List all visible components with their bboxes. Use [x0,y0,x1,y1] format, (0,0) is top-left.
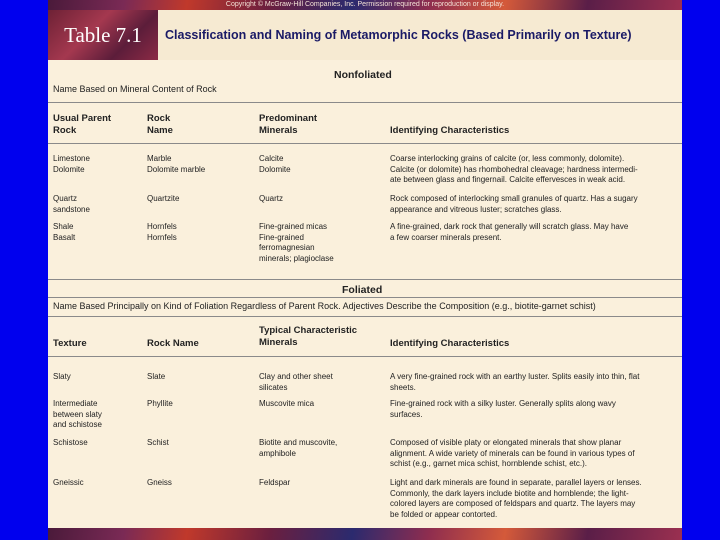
cell-texture: Slaty [53,372,71,381]
nonfoliated-subtitle: Name Based on Mineral Content of Rock [53,84,217,94]
divider [48,143,682,144]
header-identifying-characteristics: Identifying Characteristics [390,125,510,136]
cell-characteristics: Rock composed of interlocking small granules of quartz. Has a sugary appearance and vitreous luster; scratches glass. [390,194,638,214]
cell-parent: Quartz sandstone [53,194,90,214]
table-title: Classification and Naming of Metamorphic Rocks (Based Primarily on Texture) [165,28,632,42]
cell-characteristics: Composed of visible platy or elongated minerals that show planar alignment. A wide variety of minerals can be found in various types of schist (e.g., garnet mica schist, hornblende schist, etc.). [390,438,635,468]
cell-characteristics: Coarse interlocking grains of calcite (or, less commonly, dolomite). Calcite (or dolomite) has rhombohedral cleavage; hardness intermedi- ate between glass and fingernail. Calcite effervesces in weak acid. [390,154,638,184]
header-rock-name: Rock Name [147,113,173,136]
header-typical-minerals: Typical Characteristic Minerals [259,325,358,348]
cell-rock: Quartzite [147,194,180,203]
header-texture: Texture [53,338,87,349]
divider [48,356,682,357]
cell-minerals: Clay and other sheet silicates [259,372,333,392]
table-title-bar [48,10,682,60]
foliated-subtitle: Name Based Principally on Kind of Foliation Regardless of Parent Rock. Adjectives Describe the Composition (e.g., biotite-garnet schist) [53,301,596,311]
cell-minerals: Calcite Dolomite [259,154,291,174]
cell-rock: Schist [147,438,169,447]
cell-rock: Hornfels Hornfels [147,222,177,242]
divider [48,102,682,103]
cell-characteristics: A fine-grained, dark rock that generally will scratch glass. May have a few coarser minerals present. [390,222,629,242]
header-predominant-minerals: Predominant Minerals [259,113,318,136]
cell-rock: Marble Dolomite marble [147,154,206,174]
cell-texture: Intermediate between slaty and schistose [53,399,102,429]
header-parent-rock: Usual Parent Rock [53,113,112,136]
cell-rock: Gneiss [147,478,172,487]
cell-texture: Schistose [53,438,88,447]
cell-minerals: Feldspar [259,478,291,487]
cell-characteristics: Fine-grained rock with a silky luster. Generally splits along wavy surfaces. [390,399,616,419]
cell-rock: Phyllite [147,399,173,408]
cell-texture: Gneissic [53,478,84,487]
copyright-notice: Copyright © McGraw-Hill Companies, Inc. Permission required for reproduction or display. [225,1,505,8]
divider [48,316,682,317]
divider [48,279,682,280]
header-rock-name: Rock Name [147,338,199,349]
nonfoliated-heading: Nonfoliated [334,69,392,81]
cell-characteristics: Light and dark minerals are found in separate, parallel layers or lenses. Commonly, the dark layers include biotite and hornblende; the light- colored layers are composed of feldspars and quartz. The layers may be folded or appear contorted. [390,478,642,519]
cell-minerals: Quartz [259,194,284,203]
cell-minerals: Biotite and muscovite, amphibole [259,438,338,458]
cell-parent: Limestone Dolomite [53,154,90,174]
cell-rock: Slate [147,372,166,381]
slide [48,0,682,540]
cell-minerals: Fine-grained micas Fine-grained ferromagnesian minerals; plagioclase [259,222,334,263]
cell-parent: Shale Basalt [53,222,76,242]
marble-band-bottom [48,528,682,540]
table-label: Table 7.1 [48,10,158,60]
foliated-heading: Foliated [342,284,383,296]
cell-characteristics: A very fine-grained rock with an earthy luster. Splits easily into thin, flat sheets. [390,372,640,392]
divider [48,297,682,298]
header-identifying-characteristics: Identifying Characteristics [390,338,510,349]
cell-minerals: Muscovite mica [259,399,315,408]
